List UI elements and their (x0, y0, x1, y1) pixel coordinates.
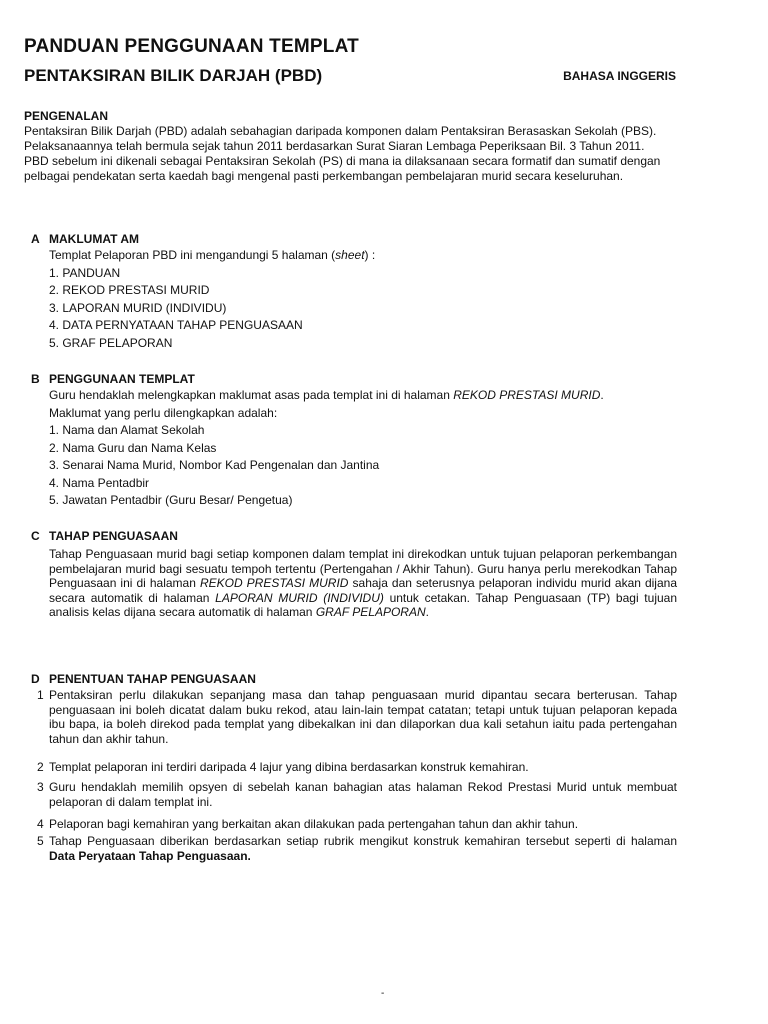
section-b-letter: B (31, 372, 40, 386)
numbered-item: Guru hendaklah memilih opsyen di sebelah kanan bahagian atas halaman Rekod Prestasi Murid untuk membuat pelaporan di dalam templat ini. (49, 780, 677, 809)
list-item: 2. REKOD PRESTASI MURID (49, 283, 210, 297)
section-b-body (49, 387, 677, 510)
item-number: 1 (37, 688, 44, 702)
section-c-heading: TAHAP PENGUASAAN (49, 529, 178, 543)
section-c-letter: C (31, 529, 40, 543)
list-item: 2. Nama Guru dan Nama Kelas (49, 440, 217, 455)
page-footer-mark: - (381, 988, 385, 999)
section-a-heading: MAKLUMAT AM (49, 232, 139, 246)
list-item: 3. Senarai Nama Murid, Nombor Kad Pengenalan dan Jantina (49, 458, 380, 472)
section-b-line1: Guru hendaklah melengkapkan maklumat asas pada templat ini di halaman REKOD PRESTASI MURID. (49, 388, 604, 402)
item-number: 5 (37, 834, 44, 848)
list-item: 1. PANDUAN (49, 265, 121, 280)
list-item: 4. Nama Pentadbir (49, 475, 150, 490)
section-d-heading: PENENTUAN TAHAP PENGUASAAN (49, 672, 256, 686)
item-number: 3 (37, 780, 44, 794)
section-d-letter: D (31, 672, 40, 686)
section-c-paragraph: Tahap Penguasaan murid bagi setiap komponen dalam templat ini direkodkan untuk tujuan pelaporan perkembangan pembelajaran murid bagi sesuatu tempoh tertentu (Pertengahan / Akhir Tahun). Guru hanya perlu merekodkan Tahap Penguasaan ini di halaman REKOD PRESTASI MURID sahaja dan seterusnya pelaporan individu murid akan dijana secara automatik di halaman LAPORAN MURID (INDIVIDU) untuk cetakan. Tahap Penguasaan (TP) bagi tujuan analisis kelas dijana secara automatik di halaman GRAF PELAPORAN. (49, 547, 678, 619)
item-number: 4 (37, 817, 44, 831)
list-item: 3. LAPORAN MURID (INDIVIDU) (49, 300, 227, 315)
intro-line: pelbagai pendekatan serta kaedah bagi mengenal pasti perkembangan pembelajaran murid secara keseluruhan. (24, 169, 624, 183)
numbered-item: Templat pelaporan ini terdiri daripada 4 lajur yang dibina berdasarkan konstruk kemahiran. (49, 760, 529, 774)
list-item: 4. DATA PERNYATAAN TAHAP PENGUASAAN (49, 318, 303, 332)
intro-line: Pentaksiran Bilik Darjah (PBD) adalah sebahagian daripada komponen dalam Pentaksiran Berasaskan Sekolah (PBS). (24, 124, 657, 138)
intro-paragraph (24, 124, 676, 184)
numbered-item: Pelaporan bagi kemahiran yang berkaitan akan dilakukan pada pertengahan tahun dan akhir tahun. (49, 817, 579, 831)
numbered-item: Tahap Penguasaan diberikan berdasarkan setiap rubrik mengikut konstruk kemahiran tersebut seperti di halaman Data Peryataan Tahap Penguasaan. (49, 834, 677, 863)
document-title: PANDUAN PENGGUNAAN TEMPLAT (24, 36, 359, 57)
list-item: 1. Nama dan Alamat Sekolah (49, 423, 205, 437)
section-b-line2: Maklumat yang perlu dilengkapkan adalah: (49, 405, 278, 420)
intro-line: Pelaksanaannya telah bermula sejak tahun 2011 berdasarkan Surat Siaran Lembaga Peperiksaan Bil. 3 Tahun 2011. (24, 139, 645, 153)
intro-line: PBD sebelum ini dikenali sebagai Pentaksiran Sekolah (PS) di mana ia dilaksanaan secara formatif dan sumatif dengan (24, 154, 661, 168)
section-a-body (49, 247, 677, 352)
document-subtitle: PENTAKSIRAN BILIK DARJAH (PBD) (24, 66, 323, 85)
section-a-intro: Templat Pelaporan PBD ini mengandungi 5 halaman (sheet) : (49, 248, 376, 262)
section-b-heading: PENGGUNAAN TEMPLAT (49, 372, 195, 386)
intro-heading: PENGENALAN (24, 109, 109, 123)
list-item: 5. Jawatan Pentadbir (Guru Besar/ Pengetua) (49, 493, 293, 507)
section-a-letter: A (31, 232, 40, 246)
subject-label: BAHASA INGGERIS (563, 69, 676, 83)
list-item: 5. GRAF PELAPORAN (49, 335, 173, 350)
numbered-item: Pentaksiran perlu dilakukan sepanjang masa dan tahap penguasaan murid dipantau secara berterusan. Tahap penguasaan ini boleh dicatat dalam buku rekod, atau lain-lain tempat catatan; tetapi untuk tujuan pelaporan kepada ibu bapa, ia boleh direkod pada templat yang dibekalkan ini dan dilaporkan dua kali setahun iaitu pada pertengahan tahun dan akhir tahun. (49, 688, 677, 746)
item-number: 2 (37, 760, 44, 774)
